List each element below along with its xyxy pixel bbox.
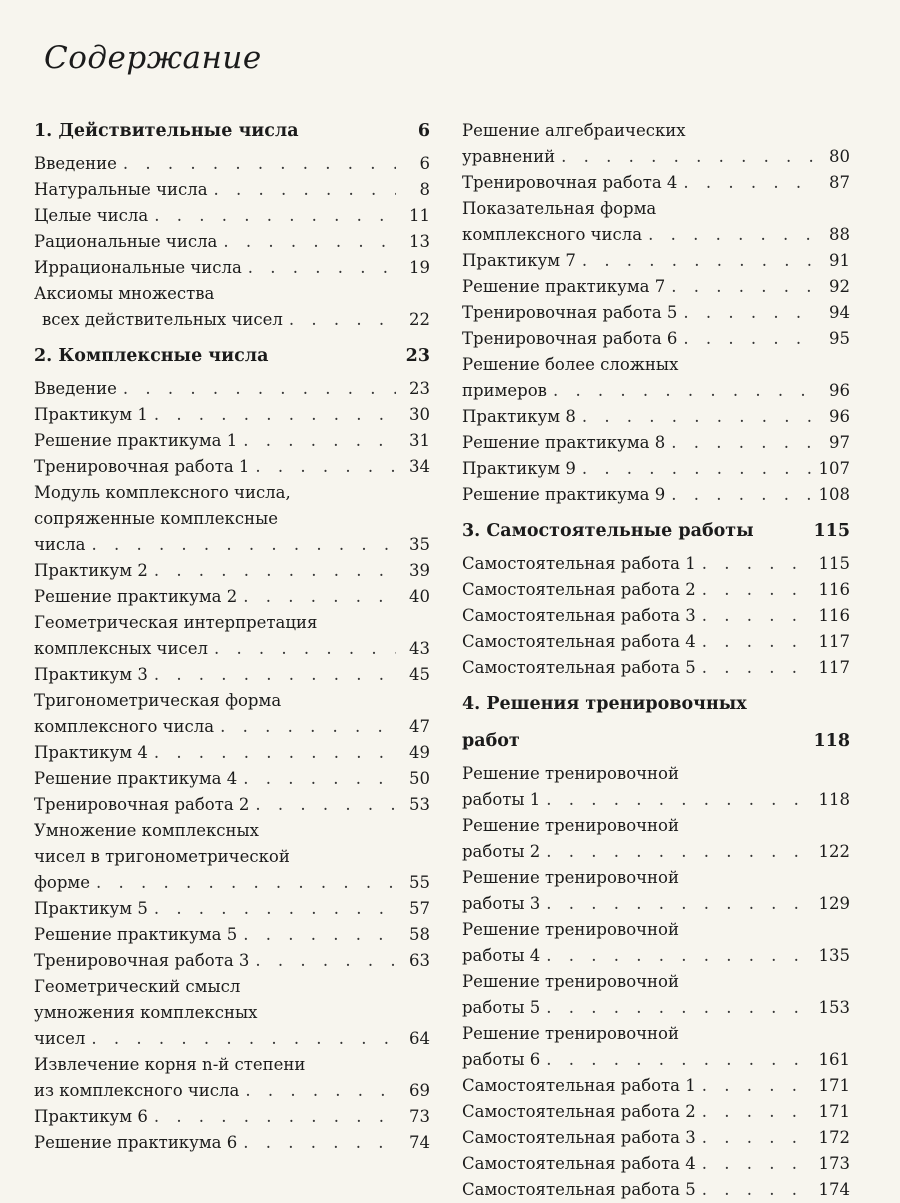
entry-title: Практикум 8 (462, 407, 576, 426)
toc-entry[interactable] (34, 662, 430, 688)
dot-leader (214, 636, 396, 662)
entry-title: Практикум 3 (34, 665, 148, 684)
toc-entry[interactable] (34, 922, 430, 948)
page-number: 122 (818, 842, 850, 861)
page-number: 129 (818, 894, 850, 913)
dot-leader (683, 170, 816, 196)
toc-right-column (462, 118, 850, 1203)
toc-entry[interactable] (462, 551, 850, 577)
page-number: 6 (419, 154, 430, 173)
page-number: 58 (409, 925, 430, 944)
toc-entry[interactable] (34, 1078, 430, 1104)
page-number: 69 (409, 1081, 430, 1100)
chapter-heading[interactable] (462, 518, 850, 545)
toc-entry-line: Решение тренировочной (462, 920, 679, 939)
dot-leader (154, 740, 396, 766)
entry-title: Решение практикума 5 (34, 925, 238, 944)
dot-leader (702, 655, 813, 681)
page-number: 39 (409, 561, 430, 580)
toc-entry[interactable] (462, 1099, 850, 1125)
dot-leader (671, 430, 816, 456)
page-number: 87 (829, 173, 850, 192)
page-number: 47 (409, 717, 430, 736)
toc-entry[interactable] (462, 655, 850, 681)
entry-title: чисел (34, 1029, 86, 1048)
toc-entry[interactable] (462, 1047, 850, 1073)
toc-entry-line: Решение тренировочной (462, 1024, 679, 1043)
toc-entry[interactable] (462, 326, 850, 352)
page-number: 94 (829, 303, 850, 322)
toc-entry[interactable] (462, 248, 850, 274)
entry-title: Тренировочная работа 4 (462, 173, 678, 192)
dot-leader (255, 792, 396, 818)
dot-leader (154, 402, 396, 428)
toc-entry[interactable] (34, 177, 430, 203)
toc-entry-line: Геометрическая интерпретация (34, 613, 318, 632)
entry-title: Самостоятельная работа 1 (462, 1076, 696, 1095)
dot-leader (671, 482, 812, 508)
toc-entry[interactable] (34, 948, 430, 974)
entry-title: Тренировочная работа 5 (462, 303, 678, 322)
page-number: 49 (409, 743, 430, 762)
chapter-heading[interactable] (34, 118, 430, 145)
entry-title: комплексного числа (462, 225, 643, 244)
dot-leader (546, 891, 812, 917)
page-number: 30 (409, 405, 430, 424)
page-number: 55 (409, 873, 430, 892)
toc-entry[interactable] (462, 995, 850, 1021)
toc-entry-line: чисел в тригонометрической (34, 847, 290, 866)
dot-leader (154, 662, 396, 688)
page-number: 88 (829, 225, 850, 244)
dot-leader (702, 1177, 813, 1203)
entry-title: Решение практикума 2 (34, 587, 238, 606)
toc-entry[interactable] (462, 943, 850, 969)
dot-leader (255, 948, 396, 974)
page-number: 57 (409, 899, 430, 918)
toc-entry[interactable] (34, 307, 430, 333)
toc-entry-line: Извлечение корня n-й степени (34, 1055, 306, 1074)
entry-title: числа (34, 535, 86, 554)
entry-title: Решение практикума 8 (462, 433, 666, 452)
entry-title: Практикум 6 (34, 1107, 148, 1126)
dot-leader (220, 714, 396, 740)
entry-title: работы 1 (462, 790, 541, 809)
page-number: 40 (409, 587, 430, 606)
page-number: 8 (419, 180, 430, 199)
page-number: 34 (409, 457, 430, 476)
entry-title: уравнений (462, 147, 556, 166)
entry-title: Самостоятельная работа 4 (462, 632, 696, 651)
page-number: 23 (409, 379, 430, 398)
entry-title: Практикум 2 (34, 561, 148, 580)
toc-entry-line: Решение тренировочной (462, 868, 679, 887)
entry-title: Самостоятельная работа 5 (462, 1180, 696, 1199)
toc-entry-line: Решение тренировочной (462, 816, 679, 835)
toc-entry[interactable] (34, 532, 430, 558)
dot-leader (243, 428, 396, 454)
toc-entry[interactable] (462, 1177, 850, 1203)
entry-title: работы 2 (462, 842, 541, 861)
dot-leader (243, 1130, 396, 1156)
toc-entry[interactable] (462, 482, 850, 508)
toc-entry-line: умножения комплексных (34, 1003, 258, 1022)
toc-entry[interactable] (34, 428, 430, 454)
page-number: 117 (818, 658, 850, 677)
page-number: 50 (409, 769, 430, 788)
page-number: 97 (829, 433, 850, 452)
dot-leader (546, 943, 812, 969)
toc-entry[interactable] (462, 430, 850, 456)
toc-entry[interactable] (34, 558, 430, 584)
page-number: 73 (409, 1107, 430, 1126)
dot-leader (243, 584, 396, 610)
toc-entry[interactable] (34, 255, 430, 281)
dot-leader (546, 787, 812, 813)
dot-leader (91, 1026, 396, 1052)
page-number: 171 (818, 1102, 850, 1121)
entry-title: Практикум 7 (462, 251, 576, 270)
entry-title: Самостоятельная работа 3 (462, 1128, 696, 1147)
toc-entry-line: Решение более сложных (462, 355, 679, 374)
toc-entry[interactable] (462, 629, 850, 655)
page-number: 11 (409, 206, 430, 225)
dot-leader (245, 1078, 396, 1104)
page-number: 172 (818, 1128, 850, 1147)
entry-title: Решение практикума 9 (462, 485, 666, 504)
page-number: 19 (409, 258, 430, 277)
dot-leader (582, 248, 816, 274)
toc-entry[interactable] (34, 151, 430, 177)
dot-leader (243, 766, 396, 792)
toc-entry[interactable] (462, 300, 850, 326)
entry-title: Решение практикума 4 (34, 769, 238, 788)
entry-title: Решение практикума 6 (34, 1133, 238, 1152)
page-number: 31 (409, 431, 430, 450)
dot-leader (582, 404, 816, 430)
dot-leader (123, 376, 396, 402)
page-number: 96 (829, 407, 850, 426)
dot-leader (702, 629, 813, 655)
entry-title: Самостоятельная работа 2 (462, 1102, 696, 1121)
page-number: 174 (818, 1180, 850, 1199)
entry-title: Практикум 1 (34, 405, 148, 424)
entry-title: форме (34, 873, 91, 892)
toc-entry-line: сопряженные комплексные (34, 509, 278, 528)
dot-leader (561, 144, 816, 170)
entry-title: Натуральные числа (34, 180, 208, 199)
page-number: 153 (818, 998, 850, 1017)
toc-entry-line: Решение алгебраических (462, 121, 686, 140)
page-number: 116 (818, 606, 850, 625)
page-number: 116 (818, 580, 850, 599)
toc-entry[interactable] (34, 636, 430, 662)
toc-entry[interactable] (34, 376, 430, 402)
page-number: 115 (818, 554, 850, 573)
toc-entry[interactable] (34, 766, 430, 792)
entry-title: Самостоятельная работа 1 (462, 554, 696, 573)
entry-title: Практикум 9 (462, 459, 576, 478)
toc-entry[interactable] (34, 896, 430, 922)
entry-title: работы 4 (462, 946, 541, 965)
toc-entry[interactable] (34, 402, 430, 428)
toc-entry-line: Тригонометрическая форма (34, 691, 282, 710)
entry-title: Самостоятельная работа 4 (462, 1154, 696, 1173)
entry-title: 1. Действительные числа (34, 121, 299, 141)
entry-title: Самостоятельная работа 5 (462, 658, 696, 677)
entry-title: Тренировочная работа 3 (34, 951, 250, 970)
entry-title: 3. Самостоятельные работы (462, 521, 754, 541)
toc-left-column (34, 118, 430, 1156)
entry-title: Тренировочная работа 1 (34, 457, 250, 476)
dot-leader (546, 995, 812, 1021)
entry-title: Самостоятельная работа 3 (462, 606, 696, 625)
toc-entry-line: Показательная форма (462, 199, 657, 218)
toc-entry[interactable] (462, 144, 850, 170)
toc-entry[interactable] (34, 1026, 430, 1052)
entry-title: работы 3 (462, 894, 541, 913)
chapter-heading[interactable] (34, 343, 430, 370)
entry-title: Введение (34, 379, 117, 398)
chapter-heading[interactable] (462, 728, 850, 755)
toc-entry[interactable] (34, 1130, 430, 1156)
page-number: 92 (829, 277, 850, 296)
toc-entry[interactable] (34, 584, 430, 610)
page-number: 35 (409, 535, 430, 554)
toc-entry[interactable] (462, 170, 850, 196)
page-number: 161 (818, 1050, 850, 1069)
entry-title: из комплексного числа (34, 1081, 240, 1100)
toc-entry-line: Аксиомы множества (34, 284, 215, 303)
toc-entry-line: Геометрический смысл (34, 977, 241, 996)
dot-leader (255, 454, 396, 480)
dot-leader (702, 603, 813, 629)
page-number: 108 (818, 485, 850, 504)
dot-leader (702, 1099, 813, 1125)
toc-entry[interactable] (462, 404, 850, 430)
dot-leader (546, 839, 812, 865)
toc-entry[interactable] (462, 787, 850, 813)
page-number: 74 (409, 1133, 430, 1152)
page-number: 173 (818, 1154, 850, 1173)
toc-entry[interactable] (462, 274, 850, 300)
page-number: 171 (818, 1076, 850, 1095)
dot-leader (154, 1104, 396, 1130)
dot-leader (702, 577, 813, 603)
entry-title: Целые числа (34, 206, 149, 225)
toc-entry[interactable] (462, 603, 850, 629)
dot-leader (248, 255, 396, 281)
dot-leader (683, 300, 816, 326)
dot-leader (702, 1073, 813, 1099)
dot-leader (683, 326, 816, 352)
dot-leader (96, 870, 396, 896)
toc-entry-line: Умножение комплексных (34, 821, 259, 840)
dot-leader (582, 456, 813, 482)
toc-entry[interactable] (34, 740, 430, 766)
entry-title: Введение (34, 154, 117, 173)
entry-title: комплексных чисел (34, 639, 208, 658)
entry-title: Рациональные числа (34, 232, 218, 251)
toc-entry[interactable] (462, 891, 850, 917)
dot-leader (553, 378, 816, 404)
toc-entry[interactable] (34, 203, 430, 229)
page-number: 117 (818, 632, 850, 651)
entry-title: Практикум 5 (34, 899, 148, 918)
entry-title: Тренировочная работа 6 (462, 329, 678, 348)
page-number: 96 (829, 381, 850, 400)
page-number: 91 (829, 251, 850, 270)
dot-leader (243, 922, 396, 948)
toc-entry[interactable] (34, 792, 430, 818)
dot-leader (154, 558, 396, 584)
page-number: 53 (409, 795, 430, 814)
toc-entry[interactable] (462, 456, 850, 482)
dot-leader (648, 222, 816, 248)
dot-leader (289, 307, 396, 333)
dot-leader (702, 1151, 813, 1177)
page-number: 13 (409, 232, 430, 251)
dot-leader (123, 151, 396, 177)
toc-entry[interactable] (34, 1104, 430, 1130)
toc-entry-line: Модуль комплексного числа, (34, 483, 291, 502)
dot-leader (154, 896, 396, 922)
page-number: 118 (818, 790, 850, 809)
entry-title: примеров (462, 381, 547, 400)
dot-leader (702, 1125, 813, 1151)
page-number: 118 (813, 731, 850, 751)
page-number: 80 (829, 147, 850, 166)
toc-entry[interactable] (462, 839, 850, 865)
chapter-heading-line: 4. Решения тренировочных (462, 694, 747, 714)
toc-entry-line: Решение тренировочной (462, 972, 679, 991)
page-number: 64 (409, 1029, 430, 1048)
page-number: 6 (417, 121, 430, 141)
entry-title: Тренировочная работа 2 (34, 795, 250, 814)
toc-entry[interactable] (34, 870, 430, 896)
entry-title: работы 6 (462, 1050, 541, 1069)
page-number: 107 (818, 459, 850, 478)
entry-title: Решение практикума 7 (462, 277, 666, 296)
toc-entry[interactable] (34, 714, 430, 740)
entry-title: всех действительных чисел (42, 310, 283, 329)
page-number: 43 (409, 639, 430, 658)
entry-title: Практикум 4 (34, 743, 148, 762)
page-number: 63 (409, 951, 430, 970)
toc-entry[interactable] (34, 454, 430, 480)
entry-title: Самостоятельная работа 2 (462, 580, 696, 599)
entry-title: 2. Комплексные числа (34, 346, 269, 366)
toc-entry-line: Решение тренировочной (462, 764, 679, 783)
dot-leader (546, 1047, 812, 1073)
toc-entry[interactable] (462, 1073, 850, 1099)
dot-leader (671, 274, 816, 300)
page-number: 95 (829, 329, 850, 348)
page-number: 115 (813, 521, 850, 541)
entry-title: комплексного числа (34, 717, 215, 736)
page-number: 45 (409, 665, 430, 684)
entry-title: работ (462, 731, 520, 751)
toc-entry[interactable] (462, 378, 850, 404)
entry-title: Иррациональные числа (34, 258, 242, 277)
page-number: 22 (409, 310, 430, 329)
dot-leader (91, 532, 396, 558)
toc-entry[interactable] (462, 222, 850, 248)
toc-entry[interactable] (462, 1125, 850, 1151)
toc-entry[interactable] (462, 1151, 850, 1177)
page-number: 23 (405, 346, 430, 366)
dot-leader (223, 229, 396, 255)
entry-title: работы 5 (462, 998, 541, 1017)
entry-title: Решение практикума 1 (34, 431, 238, 450)
dot-leader (154, 203, 396, 229)
dot-leader (214, 177, 396, 203)
page-number: 135 (818, 946, 850, 965)
dot-leader (702, 551, 813, 577)
toc-entry[interactable] (34, 229, 430, 255)
page-title: Содержание (44, 40, 262, 76)
toc-entry[interactable] (462, 577, 850, 603)
